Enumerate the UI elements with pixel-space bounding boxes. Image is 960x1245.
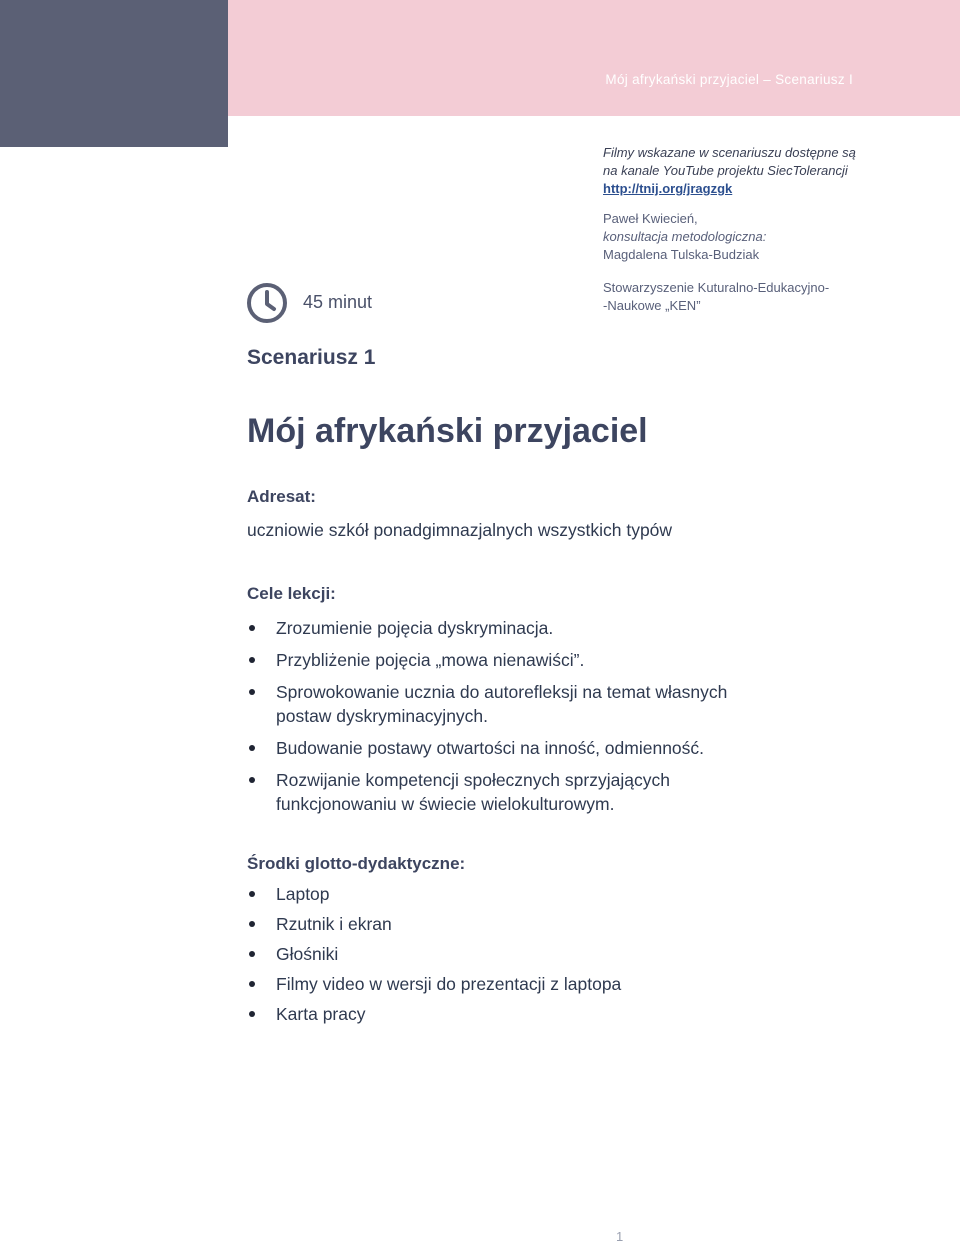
- list-item: Sprowokowanie ucznia do autorefleksji na temat własnych postaw dyskryminacyjnych.: [247, 680, 767, 728]
- page-title: Mój afrykański przyjaciel: [247, 412, 648, 450]
- list-item: Przybliżenie pojęcia „mowa nienawiści”.: [247, 648, 767, 672]
- scenario-label: Scenariusz 1: [247, 346, 376, 369]
- header-pink-band: [228, 0, 960, 116]
- list-item: Rozwijanie kompetencji społecznych sprzyjających funkcjonowaniu w świecie wielokulturowym.: [247, 768, 767, 816]
- organization-line: Stowarzyszenie Kuturalno-Edukacyjno-: [603, 280, 830, 295]
- goals-heading: Cele lekcji:: [247, 584, 336, 603]
- list-item: Budowanie postawy otwartości na inność, odmienność.: [247, 736, 767, 760]
- clock-icon: [246, 282, 288, 324]
- running-title: Mój afrykański przyjaciel – Scenariusz I: [605, 72, 853, 87]
- author-name: Paweł Kwiecień,: [603, 211, 698, 226]
- films-note-line: Filmy wskazane w scenariuszu dostępne są: [603, 145, 856, 160]
- adresat-text: uczniowie szkół ponadgimnazjalnych wszystkich typów: [247, 520, 673, 540]
- authors-block: [603, 210, 766, 264]
- organization-block: [603, 279, 829, 315]
- header-dark-block: [0, 0, 228, 147]
- consultation-label: konsultacja metodologiczna:: [603, 229, 767, 244]
- films-note-line: na kanale YouTube projektu SiecTolerancji: [603, 163, 848, 178]
- list-item: Głośniki: [247, 942, 767, 966]
- adresat-heading: Adresat:: [247, 487, 316, 506]
- consultant-name: Magdalena Tulska-Budziak: [603, 247, 760, 262]
- list-item: Laptop: [247, 882, 767, 906]
- films-link[interactable]: http://tnij.org/jragzgk: [603, 181, 733, 196]
- lesson-duration: 45 minut: [303, 292, 373, 312]
- goals-list: [247, 616, 767, 824]
- resources-list: [247, 882, 767, 1032]
- films-note: [603, 144, 856, 198]
- list-item: Karta pracy: [247, 1002, 767, 1026]
- list-item: Filmy video w wersji do prezentacji z laptopa: [247, 972, 767, 996]
- page-number: 1: [616, 1229, 624, 1244]
- list-item: Zrozumienie pojęcia dyskryminacja.: [247, 616, 767, 640]
- list-item: Rzutnik i ekran: [247, 912, 767, 936]
- resources-heading: Środki glotto-dydaktyczne:: [247, 854, 466, 873]
- organization-line: -Naukowe „KEN”: [603, 298, 701, 313]
